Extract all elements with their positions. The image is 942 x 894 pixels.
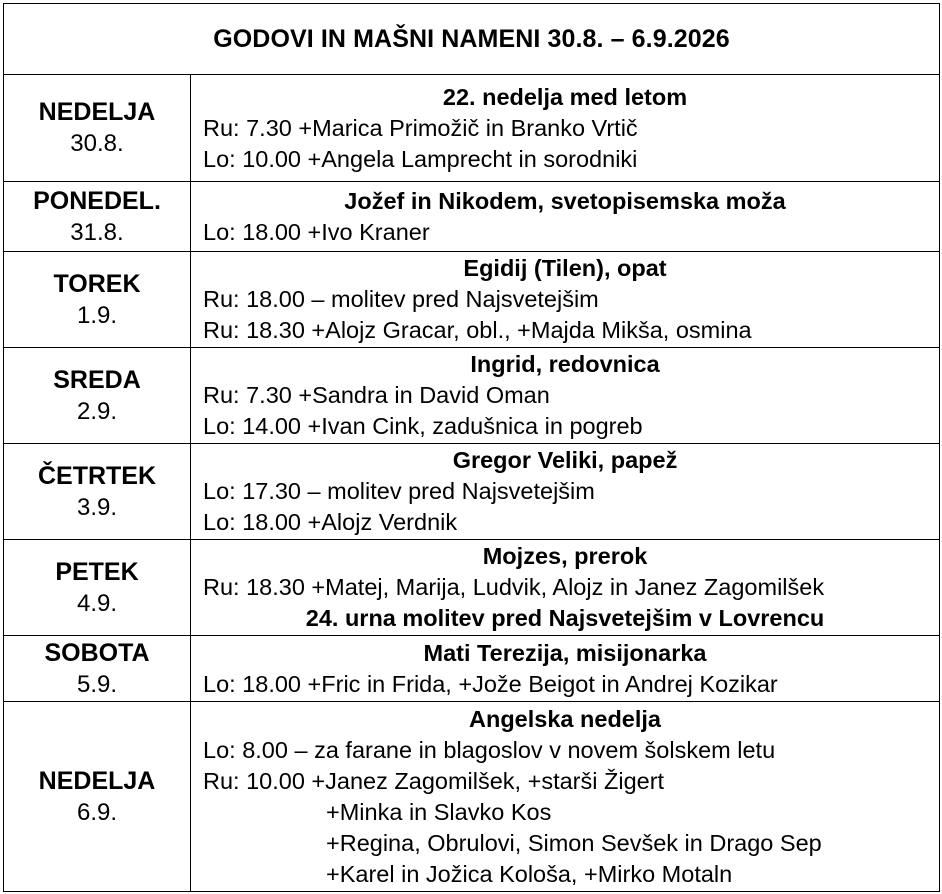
day-cell bbox=[4, 75, 191, 182]
day-date: 5.9. bbox=[76, 670, 118, 698]
mass-intention: Lo: 18.00 +Fric in Frida, +Jože Beigot in Andrej Kozikar bbox=[203, 670, 778, 697]
day-name: TOREK bbox=[53, 269, 141, 298]
mass-intention: Ru: 18.30 +Alojz Gracar, obl., +Majda Mikša, osmina bbox=[203, 317, 752, 343]
day-date: 30.8. bbox=[70, 130, 124, 157]
feast-title: Angelska nedelja bbox=[469, 705, 661, 732]
feast-title: Jožef in Nikodem, svetopisemska moža bbox=[344, 187, 786, 214]
day-row bbox=[4, 444, 940, 540]
day-name: PETEK bbox=[55, 557, 139, 586]
day-date: 6.9. bbox=[76, 798, 118, 826]
day-cell bbox=[4, 182, 191, 252]
mass-schedule-table bbox=[3, 3, 940, 892]
intentions-cell bbox=[191, 540, 940, 636]
day-date: 1.9. bbox=[76, 301, 118, 329]
day-name: SOBOTA bbox=[44, 638, 150, 667]
day-row bbox=[4, 636, 940, 702]
mass-intention: Lo: 18.00 +Alojz Verdnik bbox=[203, 509, 458, 535]
mass-intention: Lo: 10.00 +Angela Lamprecht in sorodniki bbox=[203, 145, 638, 172]
day-row bbox=[4, 702, 940, 892]
page-title: GODOVI IN MAŠNI NAMENI 30.8. – 6.9.2026 bbox=[4, 4, 940, 75]
intentions-cell bbox=[191, 702, 940, 892]
day-date: 31.8. bbox=[70, 218, 124, 246]
mass-intention: Lo: 18.00 +Ivo Kraner bbox=[203, 218, 430, 245]
day-cell bbox=[4, 702, 191, 892]
day-cell bbox=[4, 348, 191, 444]
mass-intention: Lo: 14.00 +Ivan Cink, zadušnica in pogreb bbox=[203, 413, 643, 439]
special-note: 24. urna molitev pred Najsvetejšim v Lovrencu bbox=[305, 605, 825, 631]
feast-title: Egidij (Tilen), opat bbox=[463, 255, 667, 281]
mass-intention: Ru: 18.00 – molitev pred Najsvetejšim bbox=[203, 286, 599, 312]
day-name: ČETRTEK bbox=[37, 461, 157, 490]
day-row bbox=[4, 540, 940, 636]
day-cell bbox=[4, 636, 191, 702]
day-row bbox=[4, 75, 940, 182]
day-name: NEDELJA bbox=[38, 98, 156, 126]
day-cell bbox=[4, 252, 191, 348]
mass-intention-continued: +Minka in Slavko Kos bbox=[326, 798, 552, 825]
day-cell bbox=[4, 540, 191, 636]
day-row bbox=[4, 348, 940, 444]
mass-intention: Lo: 17.30 – molitev pred Najsvetejšim bbox=[203, 478, 595, 504]
day-name: SREDA bbox=[53, 365, 141, 394]
intentions-cell bbox=[191, 348, 940, 444]
mass-intention-continued: +Karel in Jožica Kološa, +Mirko Motaln bbox=[326, 860, 733, 887]
day-row bbox=[4, 182, 940, 252]
feast-title: Mati Terezija, misijonarka bbox=[423, 639, 707, 666]
feast-title: Gregor Veliki, papež bbox=[452, 447, 678, 473]
day-row bbox=[4, 252, 940, 348]
feast-title: Ingrid, redovnica bbox=[470, 351, 660, 377]
day-cell bbox=[4, 444, 191, 540]
intentions-cell bbox=[191, 444, 940, 540]
mass-intention-continued: +Regina, Obrulovi, Simon Sevšek in Drago Sep bbox=[326, 829, 822, 856]
intentions-cell bbox=[191, 182, 940, 252]
day-date: 4.9. bbox=[76, 589, 118, 617]
intentions-cell bbox=[191, 636, 940, 702]
intentions-cell bbox=[191, 252, 940, 348]
intentions-cell bbox=[191, 75, 940, 182]
mass-intention: Ru: 10.00 +Janez Zagomilšek, +starši Žigert bbox=[203, 767, 665, 794]
day-date: 3.9. bbox=[76, 493, 118, 521]
day-name: PONEDEL. bbox=[33, 186, 161, 215]
mass-intention: Lo: 8.00 – za farane in blagoslov v novem šolskem letu bbox=[203, 736, 776, 763]
day-date: 2.9. bbox=[76, 397, 118, 425]
title-row bbox=[4, 4, 940, 75]
mass-intention: Ru: 18.30 +Matej, Marija, Ludvik, Alojz in Janez Zagomilšek bbox=[203, 574, 825, 600]
schedule-sheet bbox=[3, 3, 939, 891]
feast-title: Mojzes, prerok bbox=[482, 543, 648, 569]
day-name: NEDELJA bbox=[38, 766, 156, 795]
mass-intention: Ru: 7.30 +Marica Primožič in Branko Vrtič bbox=[203, 114, 638, 141]
feast-title: 22. nedelja med letom bbox=[442, 83, 688, 110]
mass-intention: Ru: 7.30 +Sandra in David Oman bbox=[203, 382, 550, 408]
